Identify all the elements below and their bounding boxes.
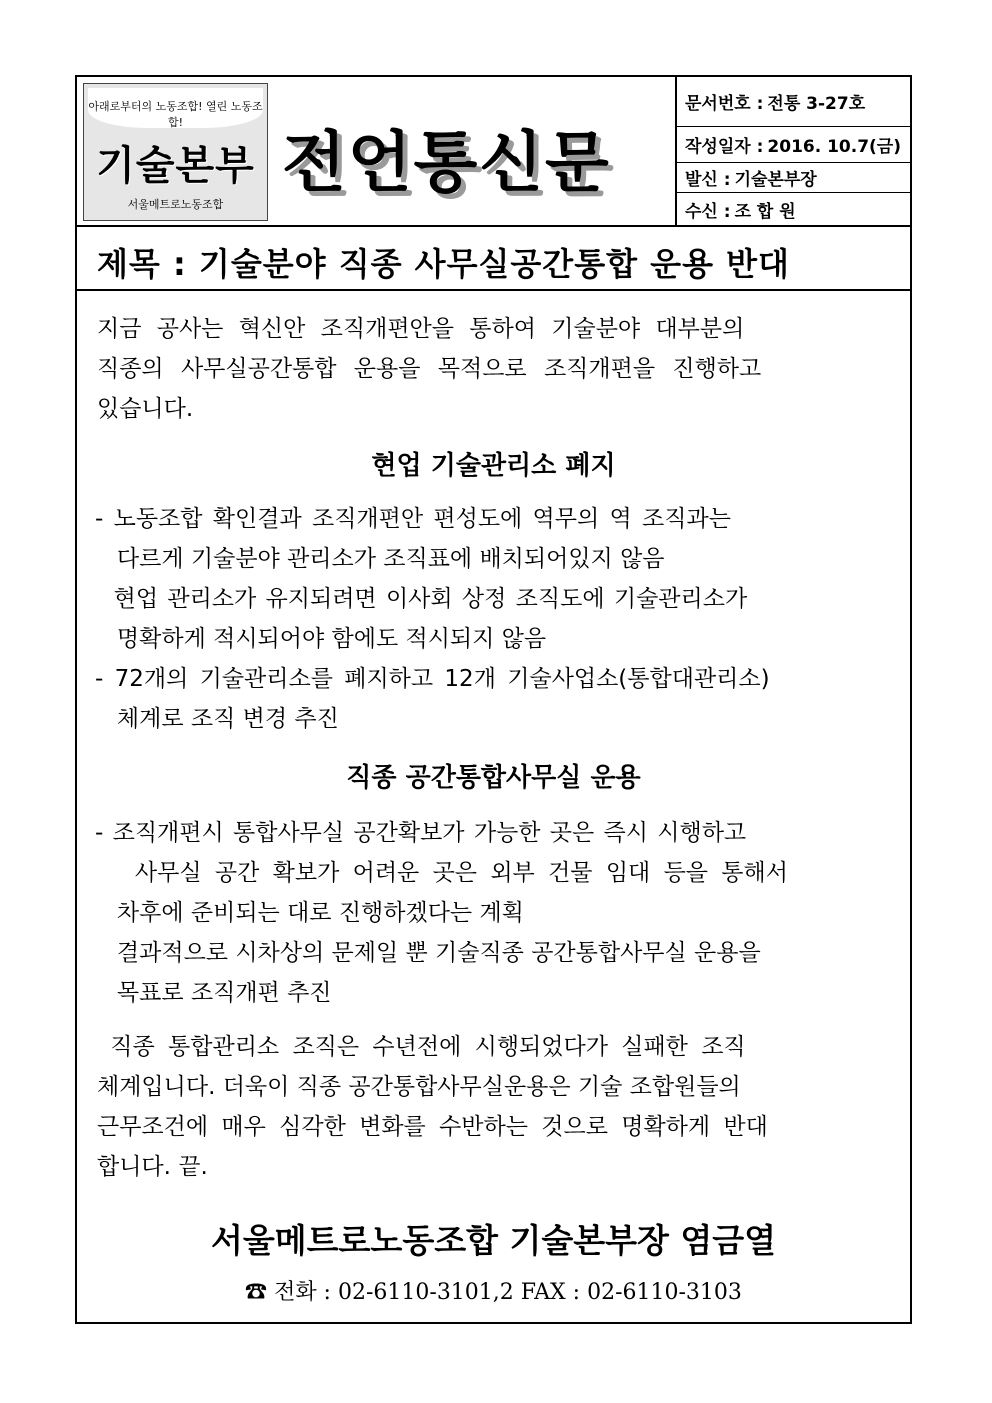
meta-sender	[675, 163, 912, 193]
doc-meta-table	[675, 77, 912, 225]
meta-sender-value: 기술본부장	[734, 170, 817, 190]
document-frame	[75, 75, 912, 1324]
meta-recipient-label: 수신 :	[685, 201, 731, 222]
section2-line: 사무실 공간 확보가 어려운 곳은 외부 건물 임대 등을 통해서	[95, 860, 788, 886]
section2-line: 결과적으로 시차상의 문제일 뿐 기술직종 공간통합사무실 운용을	[95, 940, 761, 966]
logo-slogan: 아래로부터의 노동조합! 열린 노동조합!	[88, 100, 263, 129]
meta-doc-number-label: 문서번호 :	[685, 94, 764, 114]
masthead-title: 전언통신문	[282, 124, 611, 201]
closing-paragraph	[97, 1027, 892, 1187]
logo-org: 서울메트로노동조합	[127, 198, 224, 211]
intro-line: 직종의 사무실공간통합 운용을 목적으로 조직개편을 진행하고	[97, 356, 762, 382]
meta-recipient	[675, 193, 912, 225]
section1-line: 다르게 기술분야 관리소가 조직표에 배치되어있지 않음	[95, 546, 665, 572]
section2-line: 차후에 준비되는 대로 진행하겠다는 계획	[95, 900, 524, 926]
section1-line: 현업 관리소가 유지되려면 이사회 상정 조직도에 기술관리소가	[95, 586, 748, 612]
closing-line: 합니다. 끝.	[97, 1154, 208, 1180]
section1-line: - 노동조합 확인결과 조직개편안 편성도에 역무의 역 조직과는	[95, 506, 731, 532]
section2-body	[95, 813, 890, 1013]
section1-line: 체계로 조직 변경 추진	[95, 706, 339, 732]
intro-line: 지금 공사는 혁신안 조직개편안을 통하여 기술분야 대부분의	[97, 316, 745, 342]
intro-line: 있습니다.	[97, 396, 194, 422]
section1-line: - 72개의 기술관리소를 폐지하고 12개 기술사업소(통합대관리소)	[95, 666, 770, 692]
section2-heading: 직종 공간통합사무실 운용	[346, 763, 641, 793]
signature: 서울메트로노동조합 기술본부장 염금열	[211, 1221, 776, 1260]
meta-doc-number-value: 전통 3-27호	[767, 94, 866, 114]
section2-line: - 조직개편시 통합사무실 공간확보가 가능한 곳은 즉시 시행하고	[95, 820, 747, 846]
intro-paragraph	[97, 309, 892, 429]
meta-date-label: 작성일자 :	[685, 137, 764, 157]
contact-text: 전화 : 02-6110-3101,2 FAX : 02-6110-3103	[274, 1280, 742, 1305]
header	[77, 77, 910, 225]
subject-bar	[77, 225, 910, 291]
logo-name: 기술본부	[96, 143, 255, 189]
section1-heading: 현업 기술관리소 폐지	[371, 451, 616, 481]
contact-line	[77, 1275, 910, 1306]
phone-icon: ☎	[245, 1280, 268, 1305]
closing-line: 직종 통합관리소 조직은 수년전에 시행되었다가 실패한 조직	[97, 1034, 746, 1060]
section1-body	[95, 499, 890, 739]
meta-sender-label: 발신 :	[685, 170, 731, 190]
closing-line: 체계입니다. 더욱이 직종 공간통합사무실운용은 기술 조합원들의	[97, 1074, 741, 1100]
meta-date-value: 2016. 10.7(금)	[767, 137, 902, 157]
subject-title: 제목 : 기술분야 직종 사무실공간통합 운용 반대	[97, 245, 790, 283]
union-logo	[83, 83, 268, 221]
section1-line: 명확하게 적시되어야 함에도 적시되지 않음	[95, 626, 547, 652]
meta-doc-number	[675, 77, 912, 127]
meta-recipient-value: 조 합 원	[734, 201, 796, 222]
closing-line: 근무조건에 매우 심각한 변화를 수반하는 것으로 명확하게 반대	[97, 1114, 768, 1140]
meta-date	[675, 127, 912, 163]
section2-line: 목표로 조직개편 추진	[95, 980, 332, 1006]
